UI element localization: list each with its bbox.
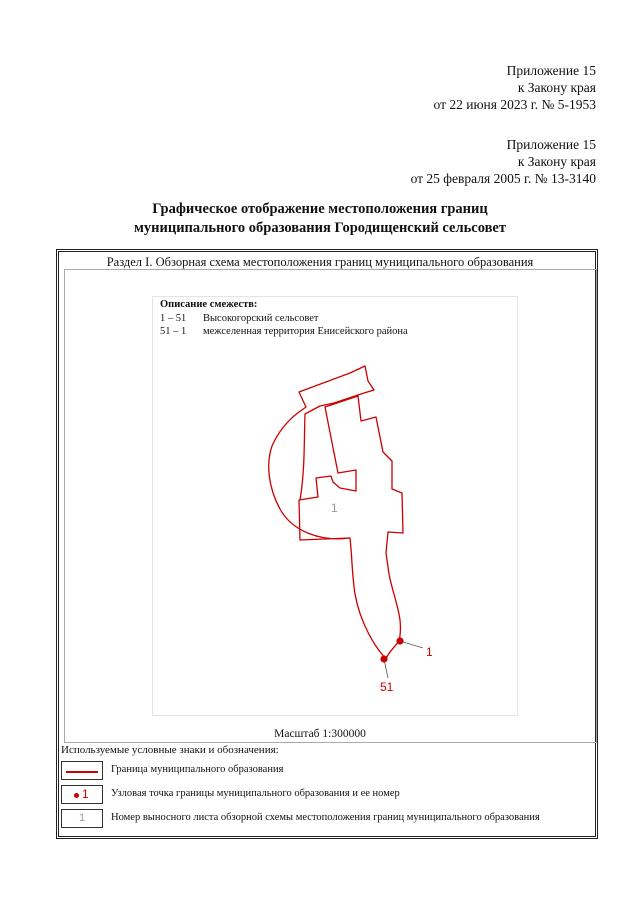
section-title: Раздел I. Обзорная схема местоположения границ муниципального образования	[106, 255, 534, 269]
node-point-1-label: 1	[426, 645, 433, 659]
annex-current-line3: от 22 июня 2023 г. № 5-1953	[433, 97, 596, 112]
adjacency-code: 51 – 1	[160, 326, 187, 337]
legend-label: Граница муниципального образования	[111, 764, 284, 775]
legend-title: Используемые условные знаки и обозначения:	[61, 744, 279, 756]
map-scale: Масштаб 1:300000	[274, 728, 366, 740]
node-point-51-dot	[380, 655, 387, 662]
sheet-number-label: 1	[331, 501, 338, 515]
annex-original-line1: Приложение 15	[506, 137, 596, 152]
document-title-line1: Графическое отображение местоположения границ	[152, 201, 488, 217]
node-1-leader-line	[400, 641, 423, 648]
annex-current-line1: Приложение 15	[506, 63, 596, 78]
legend-label: Номер выносного листа обзорной схемы местоположения границ муниципального образования	[111, 812, 540, 823]
node-point-symbol	[61, 785, 103, 804]
annex-original-line3: от 25 февраля 2005 г. № 13-3140	[410, 171, 596, 186]
node-number-sample: 1	[82, 787, 89, 801]
red-line-icon	[66, 771, 98, 773]
red-dot-icon	[74, 793, 79, 798]
sheet-number-sample: 1	[78, 812, 86, 824]
adjacency-heading: Описание смежеств:	[160, 299, 258, 310]
annex-current-line2: к Закону края	[517, 80, 596, 95]
adjacency-name: межселенная территория Енисейского района	[203, 326, 408, 337]
node-point-51-label: 51	[380, 680, 394, 694]
adjacency-name: Высокогорский сельсовет	[203, 312, 319, 324]
node-point-1-dot	[396, 637, 403, 644]
sheet-number-symbol	[61, 809, 103, 828]
boundary-line-symbol	[61, 761, 103, 780]
document-title-line2: муниципального образования Городищенский сельсовет	[134, 220, 506, 236]
legend-label: Узловая точка границы муниципального образования и ее номер	[111, 788, 400, 799]
annex-original-line2: к Закону края	[517, 154, 596, 169]
adjacency-code: 1 – 51	[160, 312, 187, 324]
